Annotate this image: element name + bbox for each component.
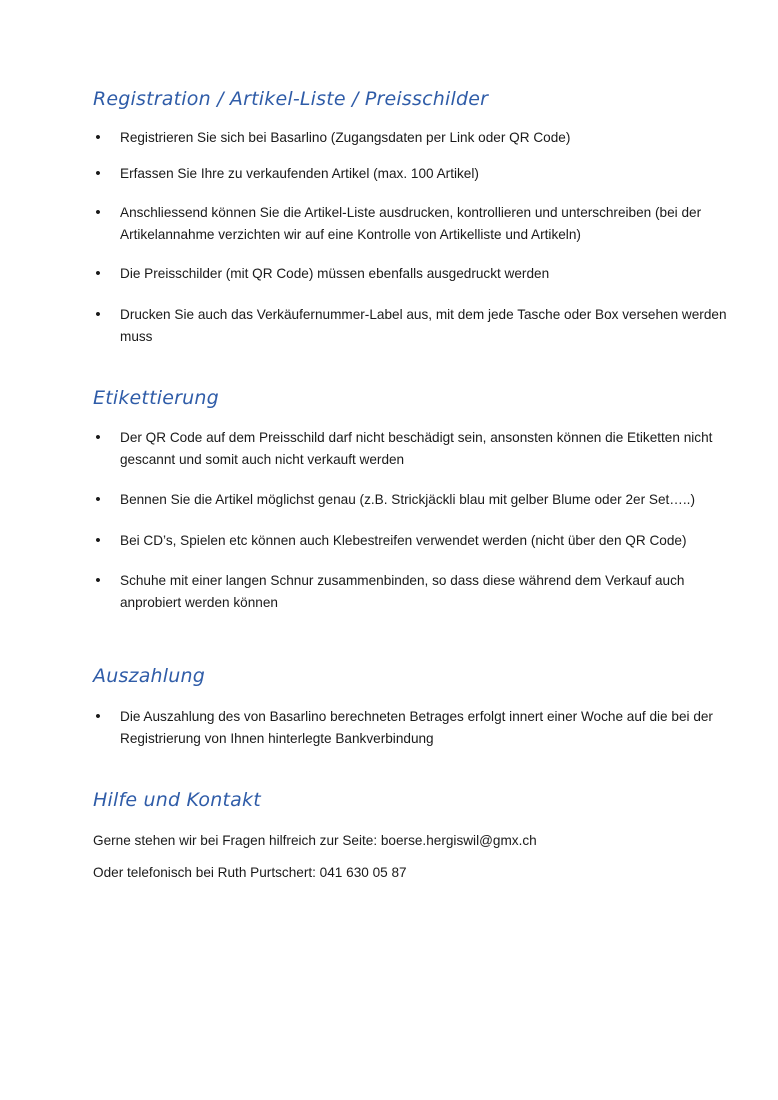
bullet-icon: •	[95, 429, 101, 446]
heading-hilfe-kontakt: Hilfe und Kontakt	[93, 789, 261, 811]
bullet-icon: •	[95, 306, 101, 323]
contact-email-paragraph: Gerne stehen wir bei Fragen hilfreich zur Seite: boerse.hergiswil@gmx.ch	[93, 833, 537, 848]
bullet-icon: •	[95, 265, 101, 282]
bullet-icon: •	[95, 532, 101, 549]
bullet-icon: •	[95, 165, 101, 182]
heading-auszahlung: Auszahlung	[93, 665, 206, 687]
list-item: • Der QR Code auf dem Preisschild darf nicht beschädigt sein, ansonsten können die Etiketten nicht gescannt und somit auch nicht verkauft werden	[93, 427, 733, 471]
list-item: • Registrieren Sie sich bei Basarlino (Zugangsdaten per Link oder QR Code)	[93, 127, 733, 149]
list-item: • Erfassen Sie Ihre zu verkaufenden Artikel (max. 100 Artikel)	[93, 163, 733, 185]
bullet-icon: •	[95, 491, 101, 508]
bullet-icon: •	[95, 572, 101, 589]
list-item: • Drucken Sie auch das Verkäufernummer-Label aus, mit dem jede Tasche oder Box versehen werden muss	[93, 304, 733, 348]
heading-registration: Registration / Artikel-Liste / Preisschilder	[93, 88, 489, 110]
list-item: • Anschliessend können Sie die Artikel-Liste ausdrucken, kontrollieren und unterschreiben (bei der Artikelannahme verzichten wir auf eine Kontrolle von Artikelliste und Artikeln)	[93, 202, 733, 246]
list-item: • Die Auszahlung des von Basarlino berechneten Betrages erfolgt innert einer Woche auf die bei der Registrierung von Ihnen hinterlegte Bankverbindung	[93, 706, 733, 750]
contact-phone-paragraph: Oder telefonisch bei Ruth Purtschert: 041 630 05 87	[93, 865, 407, 880]
list-item: • Bennen Sie die Artikel möglichst genau (z.B. Strickjäckli blau mit gelber Blume oder 2er Set…..)	[93, 489, 733, 511]
list-item: • Die Preisschilder (mit QR Code) müssen ebenfalls ausgedruckt werden	[93, 263, 733, 285]
bullet-icon: •	[95, 708, 101, 725]
bullet-icon: •	[95, 129, 101, 146]
bullet-icon: •	[95, 204, 101, 221]
heading-etikettierung: Etikettierung	[93, 387, 219, 409]
list-item: • Bei CD’s, Spielen etc können auch Klebestreifen verwendet werden (nicht über den QR Code)	[93, 530, 733, 552]
list-item: • Schuhe mit einer langen Schnur zusammenbinden, so dass diese während dem Verkauf auch anprobiert werden können	[93, 570, 733, 614]
